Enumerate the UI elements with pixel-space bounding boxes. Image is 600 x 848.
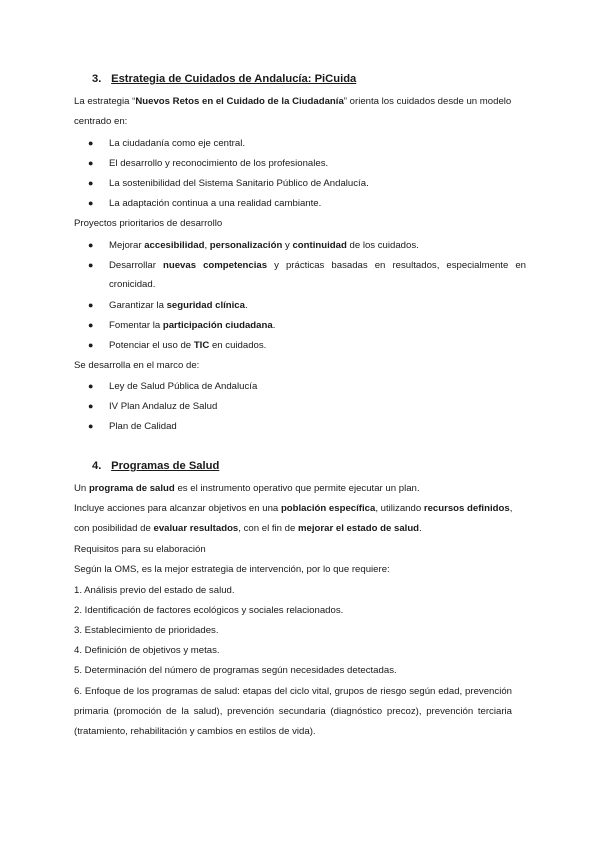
bullet-icon: ● bbox=[88, 381, 94, 391]
bold-text: Nuevos Retos en el Cuidado de la Ciudadanía bbox=[135, 96, 344, 107]
bold-text: continuidad bbox=[292, 240, 347, 251]
text: , bbox=[204, 240, 210, 251]
bold-text: población específica bbox=[280, 503, 376, 514]
requisitos-label: Requisitos para su elaboración bbox=[74, 544, 206, 555]
bold-text: seguridad clínica bbox=[166, 300, 245, 311]
section-title: Programas de Salud bbox=[111, 460, 220, 472]
bold-text: evaluar resultados bbox=[153, 523, 239, 534]
list-item-text: La sostenibilidad del Sistema Sanitario Público de Andalucía. bbox=[109, 178, 369, 189]
list-item bbox=[88, 400, 217, 413]
text: La estrategia “ bbox=[74, 96, 136, 107]
text: , bbox=[509, 503, 513, 514]
bullet-icon: ● bbox=[88, 158, 94, 168]
justified-line bbox=[109, 260, 526, 272]
section-title: Estrategia de Cuidados de Andalucía: PiCuida bbox=[111, 73, 357, 85]
text: . bbox=[272, 320, 276, 331]
list-item bbox=[88, 157, 328, 170]
bold-text: participación ciudadana bbox=[162, 320, 273, 331]
text: . bbox=[419, 523, 422, 534]
list-item bbox=[88, 319, 275, 332]
list-item bbox=[88, 299, 248, 312]
section-3-heading bbox=[92, 73, 356, 85]
list-item bbox=[88, 197, 321, 210]
text: en cuidados. bbox=[209, 340, 267, 351]
list-item bbox=[88, 420, 177, 433]
list-item-text: Plan de Calidad bbox=[109, 421, 177, 432]
list-item bbox=[88, 380, 257, 393]
list-item bbox=[88, 339, 266, 352]
numbered-item-6-line-1: 6. Enfoque de los programas de salud: etapas del ciclo vital, grupos de riesgo según edad, prevención bbox=[74, 686, 512, 697]
marco-label: Se desarrolla en el marco de: bbox=[74, 360, 200, 371]
bullet-icon: ● bbox=[88, 198, 94, 208]
paragraph-line bbox=[74, 503, 512, 515]
text: , con el fin de bbox=[238, 523, 299, 534]
bullet-icon: ● bbox=[88, 401, 94, 411]
bold-text: accesibilidad bbox=[144, 240, 205, 251]
bullet-icon: ● bbox=[88, 340, 94, 350]
text: de los cuidados. bbox=[346, 240, 419, 251]
text: es el instrumento operativo que permite ejecutar un plan. bbox=[174, 483, 420, 494]
list-item-text: La ciudadanía como eje central. bbox=[109, 138, 245, 149]
numbered-item: 1. Análisis previo del estado de salud. bbox=[74, 585, 235, 596]
list-item-continuation: cronicidad. bbox=[109, 279, 156, 290]
intro-line-1 bbox=[74, 96, 511, 108]
intro-line-2: centrado en: bbox=[74, 116, 128, 127]
bold-text: TIC bbox=[193, 340, 210, 351]
oms-line: Según la OMS, es la mejor estrategia de intervención, por lo que requiere: bbox=[74, 564, 390, 575]
text: Desarrollar bbox=[109, 260, 163, 271]
text: ” orienta los cuidados desde un modelo bbox=[343, 96, 512, 107]
bullet-icon: ● bbox=[88, 138, 94, 148]
text: Potenciar el uso de bbox=[109, 340, 194, 351]
list-item-text: IV Plan Andaluz de Salud bbox=[109, 401, 218, 412]
text: Incluye acciones para alcanzar objetivos en una bbox=[74, 503, 281, 514]
bullet-icon: ● bbox=[88, 178, 94, 188]
bullet-icon: ● bbox=[88, 240, 94, 250]
section-number: 3. bbox=[92, 73, 102, 85]
text: Garantizar la bbox=[109, 300, 167, 311]
numbered-item: 3. Establecimiento de prioridades. bbox=[74, 625, 219, 636]
bold-text: recursos definidos bbox=[423, 503, 510, 514]
paragraph-line bbox=[74, 523, 422, 535]
proyectos-label: Proyectos prioritarios de desarrollo bbox=[74, 218, 223, 229]
bold-text: nuevas competencias bbox=[162, 260, 268, 271]
bold-text: mejorar el estado de salud bbox=[298, 523, 420, 534]
text: , utilizando bbox=[375, 503, 424, 514]
list-item-text: Ley de Salud Pública de Andalucía bbox=[109, 381, 258, 392]
text: y prácticas basadas en resultados, especialmente en bbox=[267, 260, 527, 271]
numbered-item-6-line-3: (tratamiento, rehabilitación y cambios en estilos de vida). bbox=[74, 726, 316, 737]
text: y bbox=[282, 240, 293, 251]
bold-text: personalización bbox=[209, 240, 283, 251]
numbered-item-6-line-2: primaria (promoción de la salud), prevención secundaria (diagnóstico precoz), prevención terciaria bbox=[74, 706, 512, 717]
list-item bbox=[88, 137, 245, 150]
text: con posibilidad de bbox=[74, 523, 154, 534]
numbered-item: 2. Identificación de factores ecológicos y sociales relacionados. bbox=[74, 605, 344, 616]
list-item-text: La adaptación continua a una realidad cambiante. bbox=[109, 198, 322, 209]
bullet-icon: ● bbox=[88, 421, 94, 431]
paragraph-line bbox=[74, 483, 420, 495]
numbered-item: 5. Determinación del número de programas según necesidades detectadas. bbox=[74, 665, 397, 676]
list-item bbox=[88, 259, 526, 272]
section-4-heading bbox=[92, 460, 219, 472]
text: Mejorar bbox=[109, 240, 145, 251]
text: Fomentar la bbox=[109, 320, 163, 331]
bullet-icon: ● bbox=[88, 260, 94, 270]
bullet-icon: ● bbox=[88, 320, 94, 330]
section-number: 4. bbox=[92, 460, 102, 472]
text: . bbox=[244, 300, 248, 311]
numbered-item: 4. Definición de objetivos y metas. bbox=[74, 645, 220, 656]
text: Un bbox=[74, 483, 89, 494]
list-item bbox=[88, 177, 369, 190]
bold-text: programa de salud bbox=[88, 483, 175, 494]
list-item bbox=[88, 239, 419, 252]
bullet-icon: ● bbox=[88, 300, 94, 310]
list-item-text: El desarrollo y reconocimiento de los profesionales. bbox=[109, 158, 329, 169]
